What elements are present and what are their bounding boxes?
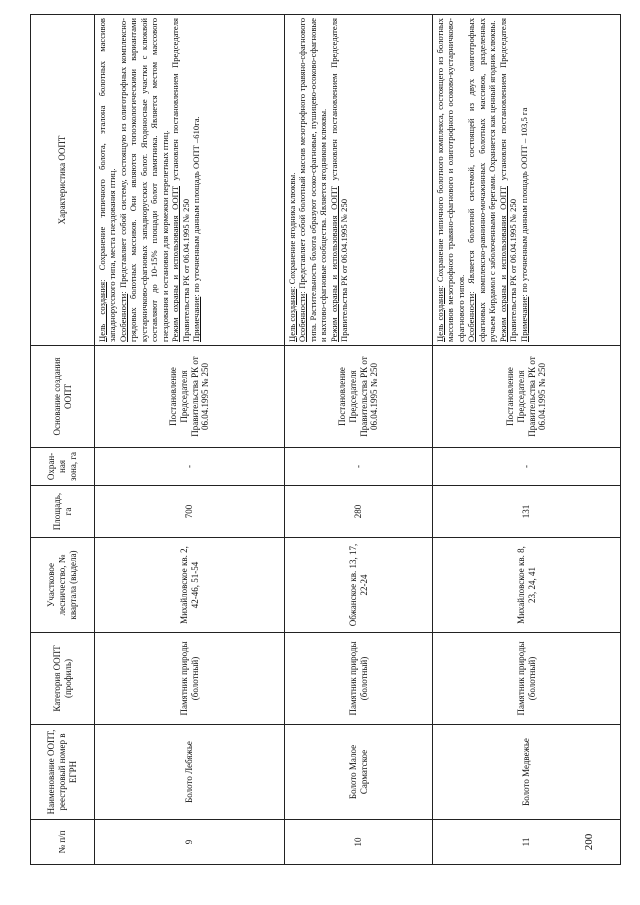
cell-name: Болото Медвежье — [433, 725, 621, 820]
header-row — [31, 15, 95, 865]
header-category: Категория ООПТ (профиль) — [31, 633, 95, 725]
cell-category: Памятник природы (болотный) — [433, 633, 621, 725]
cell-name: Болото Лебяжье — [95, 725, 285, 820]
oopt-table — [30, 14, 621, 865]
cell-forestry: Михайловское кв. 8, 23, 24, 41 — [433, 538, 621, 633]
header-name: Наименование ООПТ, реестровый номер в ЕГРН — [31, 725, 95, 820]
features-label: Особенности — [297, 293, 308, 342]
goal-text: : Сохранение ягодника клюквы. — [287, 172, 297, 289]
regime-text: установлен постановлением Председателя Правительства РК от 06.04.1995 № 250 — [497, 18, 519, 342]
cell-num: 11 — [433, 820, 621, 865]
regime-label: Режим охраны и использования ООПТ — [328, 186, 339, 342]
table-row — [433, 15, 621, 865]
regime-label: Режим охраны и использования ООПТ — [170, 186, 181, 342]
header-characteristic: Характеристика ООПТ — [31, 15, 95, 346]
note-text: : по уточненным данным площадь ООПТ –610га. — [191, 116, 202, 297]
note-label: Примечание — [518, 296, 529, 342]
cell-buffer: - — [95, 448, 285, 486]
cell-buffer: - — [285, 448, 433, 486]
regime-text: установлен постановлением Председателя Правительства РК от 06.04.1995 № 250 — [170, 18, 191, 342]
note-text: : по уточненным данным площадь ООПТ – 103,5 га — [518, 107, 529, 297]
rotated-table-page — [30, 15, 620, 865]
features-text: : Является болотной системой, состоящей из двух олиготрофных сфагновых комплексно-равнинно-мочажинных болотных массивов, разделенных ручьем Кирдамол с заболоченными берегами. Охраняется как ценный ягодник клюквы. — [466, 18, 498, 342]
cell-num: 9 — [95, 820, 285, 865]
cell-basis: Постановление Председателя Правительства РК от 06.04.1995 № 250 — [285, 346, 433, 448]
features-text: : Представляет собой болотный массив мезотрофного травяно-сфагнового типа. Растительность болота образуют осоко-сфагновые, пушицево-осоково-сфагновые и вахтово-сфагновые сообщества. Является ягодником клюквы. — [297, 18, 329, 342]
header-num: № п/п — [31, 820, 95, 865]
features-label: Особенности — [117, 293, 128, 342]
note-label: Примечание — [191, 296, 202, 342]
header-basis: Основание создания ООПТ — [31, 346, 95, 448]
cell-basis: Постановление Председателя Правительства РК от 06.04.1995 № 250 — [95, 346, 285, 448]
page-number: 200 — [583, 833, 595, 851]
features-text: : Представляет собой систему, состоящую из олиготрофных комплексно-грядовых болотных массивов. Они являются топоэкологическими вариантами кустарничково-сфагновых западнорусских болот. Ягодоносные участки с клюквой составляют до 10-15% площади болот памятника. Является местом массового гнездования и остановки для кормежки перелетных птиц. — [117, 18, 170, 342]
regime-label: Режим охраны и использования ООПТ — [497, 186, 508, 342]
cell-characteristic — [95, 15, 285, 346]
table-row — [95, 15, 285, 865]
cell-forestry: Обжанское кв. 13, 17, 22-24 — [285, 538, 433, 633]
cell-name: Болото Малое Сарматское — [285, 725, 433, 820]
goal-text: : Сохранение типичного болотного комплекса, состоящего из болотных массивов мезотрофного травяно-сфагнового и олиготрофного осоково-кустарничково-сфагнового типов. — [435, 18, 466, 342]
cell-category: Памятник природы (болотный) — [285, 633, 433, 725]
cell-buffer: - — [433, 448, 621, 486]
cell-characteristic — [285, 15, 433, 346]
cell-forestry: Михайловское кв. 2, 42-46, 51-54 — [95, 538, 285, 633]
goal-label: Цель создания — [435, 287, 445, 342]
cell-area: 280 — [285, 486, 433, 538]
features-label: Особенности — [466, 293, 477, 342]
cell-area: 700 — [95, 486, 285, 538]
goal-label: Цель создания — [287, 288, 297, 342]
regime-text: установлен постановлением Председателя Правительства РК от 06.04.1995 № 250 — [328, 18, 350, 342]
goal-label: Цель создания — [97, 281, 107, 342]
header-forestry: Участковое лесничество, № квартала (выдела) — [31, 538, 95, 633]
header-area: Площадь, га — [31, 486, 95, 538]
cell-basis: Постановление Председателя Правительства РК от 06.04.1995 № 250 — [433, 346, 621, 448]
cell-area: 131 — [433, 486, 621, 538]
goal-text: : Сохранение типичного болота, эталона болотных массивов западнорусского типа, места гнездования птиц. — [97, 18, 118, 342]
cell-num: 10 — [285, 820, 433, 865]
cell-category: Памятник природы (болотный) — [95, 633, 285, 725]
header-buffer: Охран-ная зона, га — [31, 448, 95, 486]
table-row — [285, 15, 433, 865]
cell-characteristic — [433, 15, 621, 346]
